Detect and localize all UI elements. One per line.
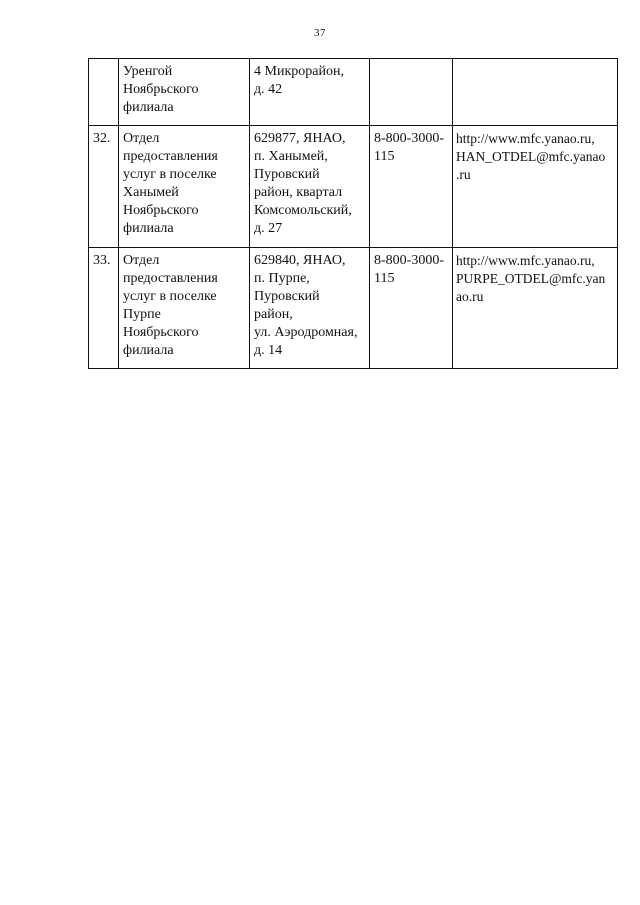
- row-number: [89, 59, 119, 126]
- office-contacts: http://www.mfc.yanao.ru, PURPE_OTDEL@mfc.yan ao.ru: [453, 248, 618, 369]
- page-number: 37: [314, 27, 326, 39]
- table-row: [89, 126, 618, 248]
- row-number: 32.: [89, 126, 119, 248]
- office-contacts: http://www.mfc.yanao.ru, HAN_OTDEL@mfc.yanao .ru: [453, 126, 618, 248]
- office-address: 4 Микрорайон, д. 42: [250, 59, 370, 126]
- office-contacts: [453, 59, 618, 126]
- office-name: Уренгой Ноябрьского филиала: [119, 59, 250, 126]
- branch-table: [88, 58, 618, 369]
- office-phone: 8-800-3000- 115: [370, 248, 453, 369]
- office-phone: 8-800-3000- 115: [370, 126, 453, 248]
- office-name: Отдел предоставления услуг в поселке Ханымей Ноябрьского филиала: [119, 126, 250, 248]
- office-name: Отдел предоставления услуг в поселке Пурпе Ноябрьского филиала: [119, 248, 250, 369]
- office-address: 629877, ЯНАО, п. Ханымей, Пуровский район, квартал Комсомольский, д. 27: [250, 126, 370, 248]
- office-address: 629840, ЯНАО, п. Пурпе, Пуровский район, ул. Аэродромная, д. 14: [250, 248, 370, 369]
- row-number: 33.: [89, 248, 119, 369]
- office-phone: [370, 59, 453, 126]
- table-row: [89, 248, 618, 369]
- table-row: [89, 59, 618, 126]
